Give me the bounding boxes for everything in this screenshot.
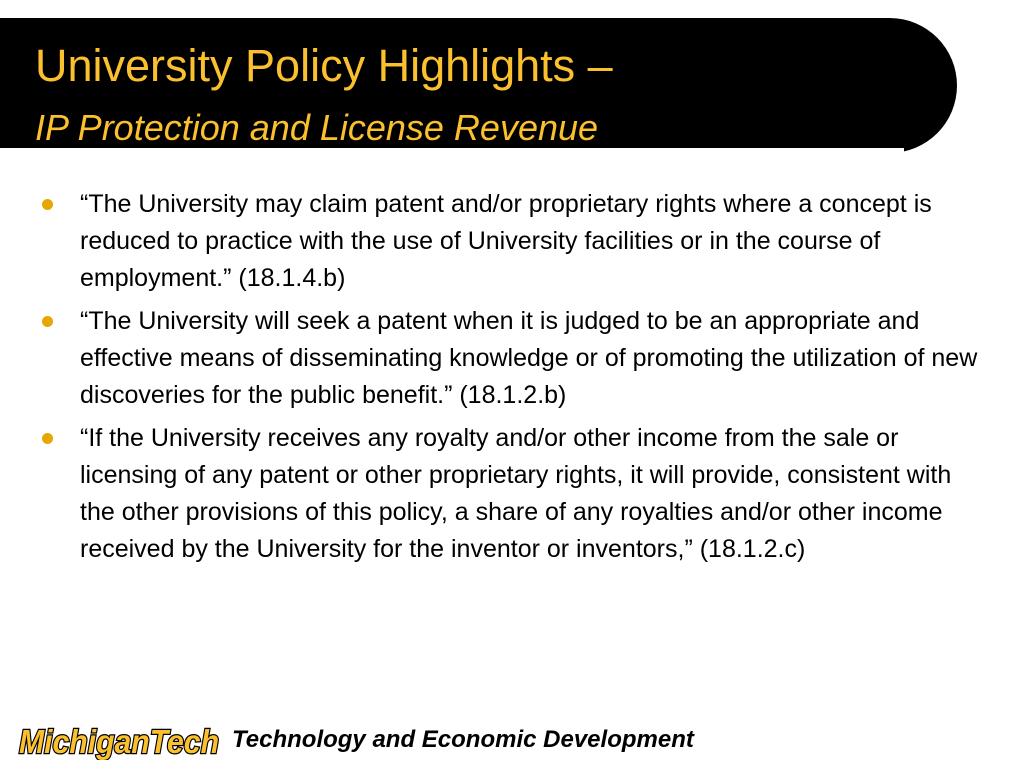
bullet-text: “The University will seek a patent when it is judged to be an appropriate and effective means of disseminating knowledge or of promoting the utilization of new discoveries for the public benefit.” (18.1.2.b)	[80, 307, 978, 409]
bullet-dot-icon	[42, 316, 53, 327]
bullet-item	[40, 420, 990, 568]
bullet-item	[40, 186, 990, 297]
bullet-text: “The University may claim patent and/or proprietary rights where a concept is reduced to practice with the use of University facilities or in the course of employment.” (18.1.4.b)	[80, 190, 932, 292]
bullet-dot-icon	[42, 199, 53, 210]
svg-text:MichiganTech: MichiganTech	[19, 723, 219, 760]
bullet-item	[40, 303, 990, 414]
bullet-text: “If the University receives any royalty and/or other income from the sale or licensing of any patent or other proprietary rights, it will provide, consistent with the other provisions of this policy, a share of any royalties and/or other income received by the University for the inventor or inventors,” (18.1.2.c)	[80, 424, 952, 563]
bullet-list	[40, 186, 990, 574]
slide-subtitle: IP Protection and License Revenue	[35, 107, 599, 148]
slide-title: University Policy Highlights –	[35, 40, 613, 91]
michigan-tech-logo-icon	[16, 720, 224, 760]
michigan-tech-logo	[16, 720, 224, 760]
footer-tagline: Technology and Economic Development	[232, 726, 694, 753]
footer	[16, 718, 694, 762]
title-band	[0, 18, 957, 153]
bullet-dot-icon	[42, 433, 53, 444]
title-underline	[0, 148, 904, 153]
